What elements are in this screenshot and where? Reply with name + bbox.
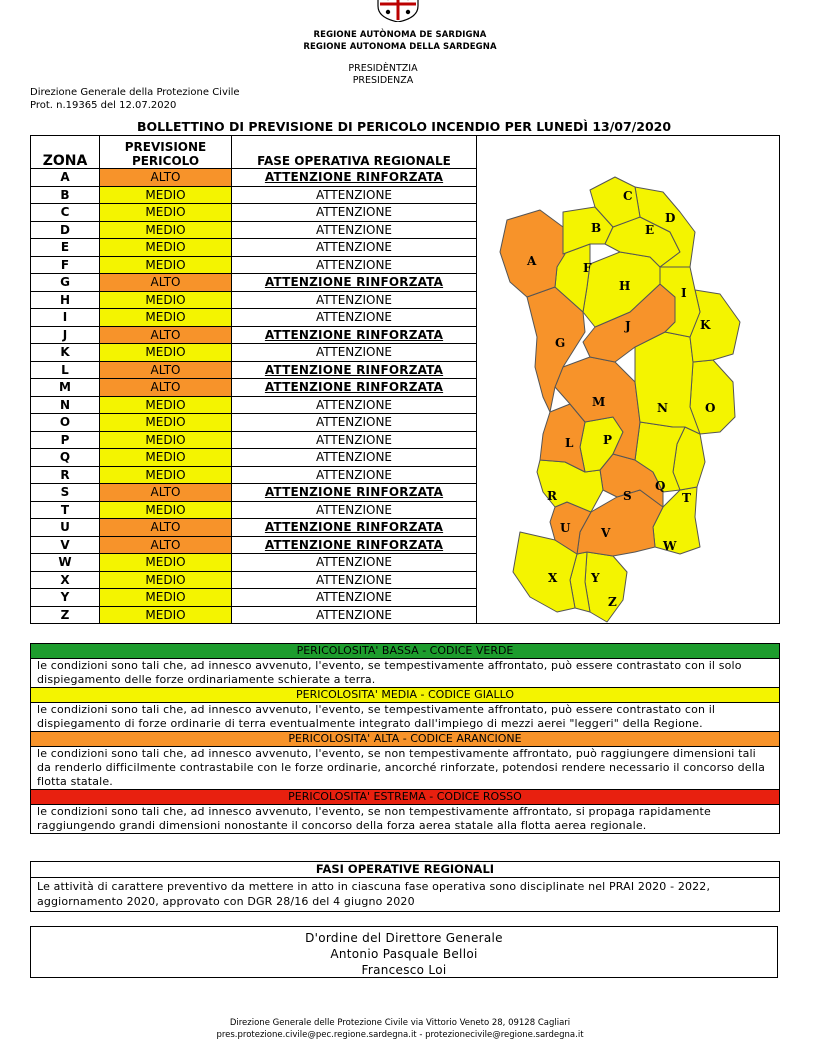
zone-code: B xyxy=(31,186,100,204)
zone-code: D xyxy=(31,221,100,239)
danger-level: MEDIO xyxy=(100,256,232,274)
zone-code: W xyxy=(31,554,100,572)
legend-medium-text: le condizioni sono tali che, ad innesco avvenuto, l'evento, se tempestivamente affrontato, può essere contrastato con il dispiegamento di forze ordinarie di terra eventualmente integrato dall'impiego di mezzi aerei "leggeri" della Regione. xyxy=(31,703,779,732)
danger-level: ALTO xyxy=(100,361,232,379)
danger-level: MEDIO xyxy=(100,466,232,484)
operative-phase: ATTENZIONE xyxy=(232,589,477,607)
zone-code: X xyxy=(31,571,100,589)
office-italian: PRESIDENZA xyxy=(352,75,414,86)
column-header-phase: FASE OPERATIVA REGIONALE xyxy=(232,136,477,169)
footer-emails: pres.protezione.civile@pec.regione.sardegna.it - protezionecivile@regione.sardegna.it xyxy=(216,1030,584,1040)
operative-phase: ATTENZIONE xyxy=(232,501,477,519)
legend-high-text: le condizioni sono tali che, ad innesco avvenuto, l'evento, se non tempestivamente affrontato, può raggiungere dimensioni tali da renderlo difficilmente contrastabile con le forze ordinarie, ancorché rinforzate, potendosi rendere necessario il concorso della flotta statale. xyxy=(31,747,779,790)
operative-phase: ATTENZIONE xyxy=(232,291,477,309)
map-label-r: R xyxy=(547,489,557,503)
zone-code: M xyxy=(31,379,100,397)
map-label-f: F xyxy=(583,261,592,275)
operative-phase: ATTENZIONE RINFORZATA xyxy=(232,169,477,187)
map-label-g: G xyxy=(555,336,566,350)
zone-code: Y xyxy=(31,589,100,607)
map-zone-n xyxy=(635,332,700,434)
map-zone-z xyxy=(585,552,627,622)
zone-code: V xyxy=(31,536,100,554)
legend-low-text: le condizioni sono tali che, ad innesco avvenuto, l'evento, se tempestivamente affrontato, può essere contrastato con il solo dispiegamento delle forze ordinariamente schierate a terra. xyxy=(31,659,779,688)
operative-phase: ATTENZIONE RINFORZATA xyxy=(232,379,477,397)
danger-level: MEDIO xyxy=(100,291,232,309)
zone-code: U xyxy=(31,519,100,537)
department-name: Direzione Generale della Protezione Civile xyxy=(30,87,240,98)
map-label-s: S xyxy=(623,489,632,503)
phases-text: Le attività di carattere preventivo da mettere in atto in ciascuna fase operativa sono disciplinate nel PRAI 2020 - 2022, aggiornamento 2020, approvato con DGR 28/16 del 4 giugno 2020 xyxy=(37,880,711,908)
danger-level: MEDIO xyxy=(100,204,232,222)
sardinia-zone-map xyxy=(495,172,750,627)
map-label-z: Z xyxy=(608,595,617,609)
operative-phase: ATTENZIONE xyxy=(232,414,477,432)
map-label-m: M xyxy=(592,395,606,409)
signature-line-3: Francesco Loi xyxy=(361,963,447,977)
signature-line-2: Antonio Pasquale Belloi xyxy=(330,947,478,961)
danger-level: MEDIO xyxy=(100,414,232,432)
zone-code: L xyxy=(31,361,100,379)
danger-level: ALTO xyxy=(100,274,232,292)
map-label-t: T xyxy=(682,491,691,505)
column-header-forecast: PREVISIONE PERICOLO xyxy=(100,136,232,169)
map-label-c: C xyxy=(623,189,633,203)
danger-level: MEDIO xyxy=(100,554,232,572)
legend-extreme-text: le condizioni sono tali che, ad innesco avvenuto, l'evento, se non tempestivamente affrontato, si propaga rapidamente raggiungendo grandi dimensioni nonostante il concorso della forza aerea statale alla flotta aerea regionale. xyxy=(37,805,711,832)
zone-code: K xyxy=(31,344,100,362)
map-label-o: O xyxy=(705,401,716,415)
zone-code: Q xyxy=(31,449,100,467)
map-label-y: Y xyxy=(591,571,600,585)
danger-level: ALTO xyxy=(100,169,232,187)
zone-code: Z xyxy=(31,606,100,624)
map-label-d: D xyxy=(665,211,676,225)
table-header-row xyxy=(31,136,780,169)
map-label-k: K xyxy=(700,318,711,332)
operative-phase: ATTENZIONE xyxy=(232,256,477,274)
map-label-e: E xyxy=(645,223,655,237)
danger-level: MEDIO xyxy=(100,501,232,519)
map-zone-o xyxy=(690,360,735,434)
zone-code: H xyxy=(31,291,100,309)
danger-level: ALTO xyxy=(100,519,232,537)
danger-level: MEDIO xyxy=(100,186,232,204)
operative-phase: ATTENZIONE xyxy=(232,396,477,414)
operative-phase: ATTENZIONE xyxy=(232,466,477,484)
operative-phase: ATTENZIONE RINFORZATA xyxy=(232,361,477,379)
zone-code: E xyxy=(31,239,100,257)
operative-phases-box xyxy=(30,861,780,912)
zone-code: F xyxy=(31,256,100,274)
zone-code: J xyxy=(31,326,100,344)
map-label-w: W xyxy=(663,539,677,553)
zone-code: R xyxy=(31,466,100,484)
office-sardinian: PRESIDÈNTZIA xyxy=(348,63,418,74)
operative-phase: ATTENZIONE xyxy=(232,309,477,327)
operative-phase: ATTENZIONE RINFORZATA xyxy=(232,536,477,554)
region-name-italian: REGIONE AUTONOMA DELLA SARDEGNA xyxy=(303,42,497,52)
legend-high-title: PERICOLOSITA' ALTA - CODICE ARANCIONE xyxy=(31,732,779,747)
map-label-i: I xyxy=(681,286,687,300)
map-label-h: H xyxy=(619,279,631,293)
danger-level: ALTO xyxy=(100,379,232,397)
operative-phase: ATTENZIONE xyxy=(232,606,477,624)
operative-phase: ATTENZIONE xyxy=(232,344,477,362)
zone-code: I xyxy=(31,309,100,327)
footer-address: Direzione Generale delle Protezione Civile via Vittorio Veneto 28, 09128 Cagliari xyxy=(229,1018,571,1028)
map-label-x: X xyxy=(548,571,558,585)
map-label-q: Q xyxy=(655,479,666,493)
map-label-n: N xyxy=(657,401,668,415)
map-label-u: U xyxy=(560,521,571,535)
signature-box xyxy=(30,926,778,978)
zone-code: T xyxy=(31,501,100,519)
danger-level: MEDIO xyxy=(100,309,232,327)
zone-code: N xyxy=(31,396,100,414)
region-name-sardinian: REGIONE AUTÒNOMA DE SARDIGNA xyxy=(313,30,487,40)
operative-phase: ATTENZIONE RINFORZATA xyxy=(232,326,477,344)
danger-level: MEDIO xyxy=(100,239,232,257)
danger-level: ALTO xyxy=(100,326,232,344)
zone-code: O xyxy=(31,414,100,432)
map-label-j: J xyxy=(625,319,631,333)
bulletin-title: BOLLETTINO DI PREVISIONE DI PERICOLO INCENDIO PER LUNEDÌ 13/07/2020 xyxy=(136,119,672,134)
operative-phase: ATTENZIONE xyxy=(232,239,477,257)
operative-phase: ATTENZIONE xyxy=(232,449,477,467)
danger-level: MEDIO xyxy=(100,344,232,362)
map-label-p: P xyxy=(603,433,613,447)
operative-phase: ATTENZIONE xyxy=(232,571,477,589)
operative-phase: ATTENZIONE RINFORZATA xyxy=(232,484,477,502)
danger-level: MEDIO xyxy=(100,449,232,467)
zone-code: P xyxy=(31,431,100,449)
danger-level: MEDIO xyxy=(100,589,232,607)
danger-level: ALTO xyxy=(100,484,232,502)
zone-code: A xyxy=(31,169,100,187)
danger-legend xyxy=(30,643,780,834)
operative-phase: ATTENZIONE xyxy=(232,431,477,449)
operative-phase: ATTENZIONE RINFORZATA xyxy=(232,519,477,537)
danger-level: MEDIO xyxy=(100,431,232,449)
map-label-b: B xyxy=(591,221,602,235)
operative-phase: ATTENZIONE xyxy=(232,186,477,204)
operative-phase: ATTENZIONE xyxy=(232,554,477,572)
map-label-a: A xyxy=(527,254,537,268)
danger-level: MEDIO xyxy=(100,221,232,239)
zone-code: G xyxy=(31,274,100,292)
operative-phase: ATTENZIONE RINFORZATA xyxy=(232,274,477,292)
legend-low-title: PERICOLOSITA' BASSA - CODICE VERDE xyxy=(31,644,779,659)
zone-code: S xyxy=(31,484,100,502)
operative-phase: ATTENZIONE xyxy=(232,221,477,239)
danger-level: ALTO xyxy=(100,536,232,554)
danger-level: MEDIO xyxy=(100,396,232,414)
danger-level: MEDIO xyxy=(100,571,232,589)
protocol-number: Prot. n.19365 del 12.07.2020 xyxy=(30,100,177,111)
danger-level: MEDIO xyxy=(100,606,232,624)
legend-extreme-title: PERICOLOSITA' ESTREMA - CODICE ROSSO xyxy=(31,790,779,805)
map-label-v: V xyxy=(601,526,611,540)
operative-phase: ATTENZIONE xyxy=(232,204,477,222)
legend-medium-title: PERICOLOSITA' MEDIA - CODICE GIALLO xyxy=(31,688,779,703)
coat-of-arms-icon xyxy=(372,0,424,22)
column-header-zone: ZONA xyxy=(31,136,100,169)
zone-code: C xyxy=(31,204,100,222)
map-label-l: L xyxy=(565,436,574,450)
signature-line-1: D'ordine del Direttore Generale xyxy=(305,931,503,945)
phases-title: FASI OPERATIVE REGIONALI xyxy=(31,862,779,878)
